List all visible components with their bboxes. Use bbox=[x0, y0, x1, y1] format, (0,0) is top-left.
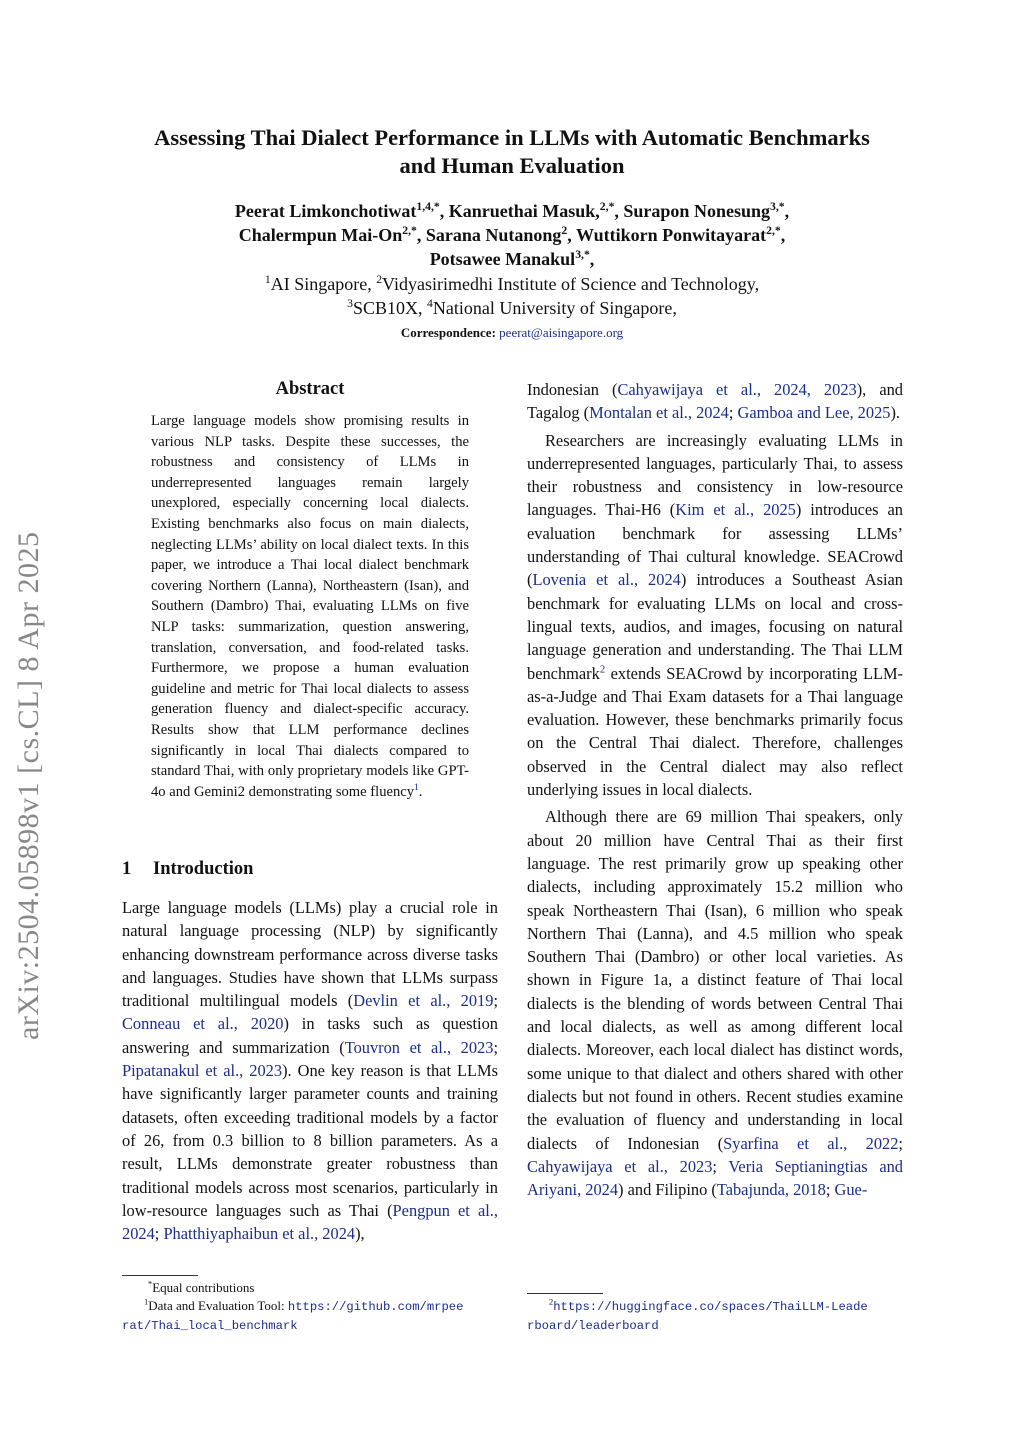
citation-link[interactable]: Syarfina et al., 2022 bbox=[723, 1133, 899, 1153]
footnote-ref-2[interactable]: 2 bbox=[599, 664, 606, 676]
affil-mark: 2 bbox=[376, 273, 383, 286]
affil-name: National University of Singapore, bbox=[432, 298, 677, 318]
body-text: ) in tasks such as question answering and summarization ( bbox=[122, 1014, 499, 1057]
footnote-url-link[interactable]: https://huggingface.co/spaces/ThaiLLM-Leade bbox=[553, 1300, 868, 1314]
body-text: ) introduces an evaluation benchmark for assessing LLMs’ understanding of Thai cultural knowledge. SEACrowd ( bbox=[527, 500, 903, 590]
body-text: Researchers are increasingly evaluating LLMs in underrepresented languages, particularly Thai, to assess their robustness and consistency in low-resource languages. Thai-H6 ( bbox=[527, 430, 903, 520]
body-text: ; bbox=[898, 1133, 903, 1153]
citation-link[interactable]: Touvron et al., 2023 bbox=[344, 1037, 494, 1057]
footnotes-right bbox=[527, 1297, 903, 1335]
footnote-equal-contrib bbox=[122, 1279, 498, 1297]
section-heading-introduction bbox=[122, 859, 253, 880]
author-affil-mark: 2,* bbox=[599, 200, 615, 213]
affil-mark: 1 bbox=[264, 273, 271, 286]
body-text: ; bbox=[712, 1156, 729, 1176]
affil-mark: 3 bbox=[347, 297, 353, 310]
abstract-body bbox=[151, 411, 469, 802]
author-affil-mark: 2,* bbox=[402, 224, 417, 237]
body-text: extends SEACrowd by incorporating LLM-as-a-Judge and Thai Exam datasets for a Thai language evaluation. However, these benchmarks primarily focus on the Central Thai dialect. Therefore, challenges observed in the Central dialect may also reflect underlying issues in local dialects. bbox=[527, 663, 903, 800]
footnote-rule-left bbox=[122, 1275, 198, 1276]
citation-link[interactable]: Veria Septianingtias and Ariyani, 2024 bbox=[527, 1156, 903, 1200]
body-text: ; bbox=[825, 1180, 835, 1200]
author-name: Peerat Limkonchotiwat bbox=[234, 201, 417, 221]
footnote-2 bbox=[527, 1297, 903, 1316]
paper-title bbox=[100, 124, 924, 180]
section-number: 1 bbox=[122, 859, 132, 879]
footnote-url-link[interactable]: https://github.com/mrpee bbox=[287, 1300, 464, 1314]
author-affil-mark: 3,* bbox=[769, 200, 785, 213]
title-line-2: and Human Evaluation bbox=[399, 153, 625, 178]
citation-link[interactable]: Montalan et al., 2024 bbox=[589, 403, 729, 423]
paragraph bbox=[527, 429, 903, 802]
citation-link[interactable]: Kim et al., 2025 bbox=[675, 500, 796, 520]
author-affil-mark: 3,* bbox=[575, 248, 590, 261]
body-text: Although there are 69 million Thai speakers, only about 20 million have Central Thai as their first language. The rest primarily grow up speaking other dialects, including approximately 15.2 million who speak Northeastern Thai (Isan), 6 million who speak Northern Thai (Lanna), and 4.5 million who speak Southern Thai (Dambro) or other local varieties. As shown in Figure 1a, a distinct feature of Thai local dialects is the blending of words between Central Thai and local dialects, as well as among different local dialects. Moreover, each local dialect has distinct words, some unique to that dialect and others shared with other dialects but not found in others. Recent studies examine the evaluation of fluency and understanding in local dialects of Indonesian ( bbox=[527, 807, 903, 1153]
citation-link[interactable]: Pipatanakul et al., 2023 bbox=[122, 1061, 283, 1081]
footnote-rule-right bbox=[527, 1293, 603, 1294]
abstract-end: . bbox=[418, 783, 423, 800]
footnote-mark: * bbox=[148, 1278, 153, 1289]
author-name: Chalermpun Mai-On bbox=[238, 225, 403, 245]
author-affil-mark: 2,* bbox=[766, 224, 781, 237]
abstract-heading: Abstract bbox=[275, 379, 345, 399]
abstract-text: Large language models show promising results in various NLP tasks. Despite these successes, the robustness and consistency of LLMs in underrepresented languages remain largely unexplored, especially concerning local dialects. Existing benchmarks also focus on main dialects, neglecting LLMs’ ability on local dialect texts. In this paper, we introduce a Thai local dialect benchmark covering Northern (Lanna), Northeastern (Isan), and Southern (Dambro) Thai, evaluating LLMs on five NLP tasks: summarization, question answering, translation, conversation, and food-related tasks. Furthermore, we propose a human evaluation guideline and metric for Thai local dialects to assess generation fluency and dialect-specific accuracy. Results show that LLM performance declines significantly in local Thai dialects compared to standard Thai, with only proprietary models like GPT-4o and Gemini2 demonstrating some fluency bbox=[151, 413, 469, 800]
right-column bbox=[527, 378, 903, 1205]
body-text: Large language models (LLMs) play a crucial role in natural language processing (NLP) by significantly enhancing downstream performance across diverse tasks and languages. Studies have shown that LLMs surpass traditional multilingual models ( bbox=[122, 898, 498, 1011]
affil-name: SCB10X, bbox=[353, 298, 428, 318]
footnote-1 bbox=[122, 1297, 498, 1316]
affil-name: AI Singapore, bbox=[270, 274, 377, 294]
body-text: ; bbox=[154, 1224, 164, 1244]
footnote-mark: 2 bbox=[549, 1296, 554, 1307]
author-name: Kanruethai Masuk, bbox=[448, 201, 600, 221]
body-text: ), bbox=[355, 1224, 365, 1244]
affiliations bbox=[100, 272, 924, 320]
author-list: Peerat Limkonchotiwat$^{1,4,*}$, Kanruethai Masuk,$^{2,*}$, Surapon Nonesung$^{3,*}$, Chalermpun Mai-$On^{2,*}$, Sarana Nutanong$^2$, Wuttikorn Ponwitayarat$^{2,*}$, Potsawee Manakul$^{3,*}$, bbox=[234, 200, 790, 269]
footnote-mark: 1 bbox=[144, 1296, 149, 1307]
body-text: ), and Tagalog ( bbox=[527, 380, 903, 423]
citation-link[interactable]: Cahyawijaya et al., 2023 bbox=[527, 1156, 713, 1176]
author-name: Potsawee Manakul bbox=[429, 249, 576, 269]
body-text: ; bbox=[728, 403, 738, 423]
author-name: Surapon Nonesung bbox=[623, 201, 770, 221]
author-name: Wuttikorn Ponwitayarat bbox=[575, 225, 767, 245]
footnote-text: Equal contributions bbox=[152, 1280, 255, 1295]
citation-link[interactable]: Devlin et al., 2019 bbox=[353, 991, 494, 1011]
body-text: ; bbox=[493, 1037, 499, 1057]
paragraph bbox=[527, 378, 903, 425]
citation-link[interactable]: Phatthiyaphaibun et al., 2024 bbox=[163, 1224, 356, 1244]
footnotes-left bbox=[122, 1279, 498, 1335]
citation-link[interactable]: Cahyawijaya et al., 2024, 2023 bbox=[617, 380, 857, 399]
affil-mark: 4 bbox=[427, 297, 433, 310]
paragraph bbox=[527, 805, 903, 1201]
arxiv-identifier: arXiv:2504.05898v1 [cs.CL] 8 Apr 2025 bbox=[12, 531, 45, 1040]
footnote-1-cont bbox=[122, 1316, 498, 1335]
section-title: Introduction bbox=[153, 859, 254, 879]
body-text: ). One key reason is that LLMs have significantly larger parameter counts and training datasets, often exceeding traditional models by a factor of 26, from 0.3 billion to 8 billion parameters. As a result, LLMs demonstrate greater robustness than traditional models across most scenarios, particularly in low-resource languages such as Thai ( bbox=[122, 1061, 498, 1220]
intro-paragraph bbox=[122, 896, 498, 1245]
body-text: ) and Filipino ( bbox=[618, 1180, 717, 1200]
footnote-2-cont bbox=[527, 1316, 903, 1335]
citation-link[interactable]: Conneau et al., 2020 bbox=[122, 1014, 284, 1034]
citation-link[interactable]: Tabajunda, 2018 bbox=[716, 1180, 826, 1200]
author-affil-mark: 1,4,* bbox=[416, 200, 440, 213]
author-affil-mark: 2 bbox=[561, 224, 568, 237]
body-text: ; bbox=[493, 991, 498, 1011]
footnote-text: Data and Evaluation Tool: bbox=[148, 1298, 288, 1313]
citation-link[interactable]: Lovenia et al., 2024 bbox=[532, 570, 681, 590]
affil-name: Vidyasirimedhi Institute of Science and Technology, bbox=[382, 274, 760, 294]
correspondence-label: Correspondence: bbox=[400, 325, 496, 340]
body-text: ). bbox=[890, 403, 901, 423]
citation-link[interactable]: Gue- bbox=[834, 1180, 868, 1200]
footnote-ref-1[interactable]: 1 bbox=[414, 782, 419, 793]
citation-link[interactable]: Pengpun et al., 2024 bbox=[122, 1200, 498, 1244]
citation-link[interactable]: Gamboa and Lee, 2025 bbox=[737, 403, 891, 423]
footnote-url-link[interactable]: rat/Thai_local_benchmark bbox=[122, 1319, 298, 1333]
correspondence bbox=[100, 325, 924, 341]
body-text: ) introduces a Southeast Asian benchmark for evaluating LLMs on local and cross-lingual texts, audios, and images, focusing on natural language generation and understanding. The Thai LLM benchmark bbox=[527, 570, 903, 683]
body-text: Indonesian ( bbox=[527, 380, 618, 399]
footnote-url-link[interactable]: rboard/leaderboard bbox=[527, 1319, 659, 1333]
title-line-1: Assessing Thai Dialect Performance in LLMs with Automatic Benchmarks bbox=[154, 125, 870, 150]
correspondence-email-link[interactable]: peerat@aisingapore.org bbox=[499, 325, 624, 340]
author-name: Sarana Nutanong bbox=[425, 225, 562, 245]
